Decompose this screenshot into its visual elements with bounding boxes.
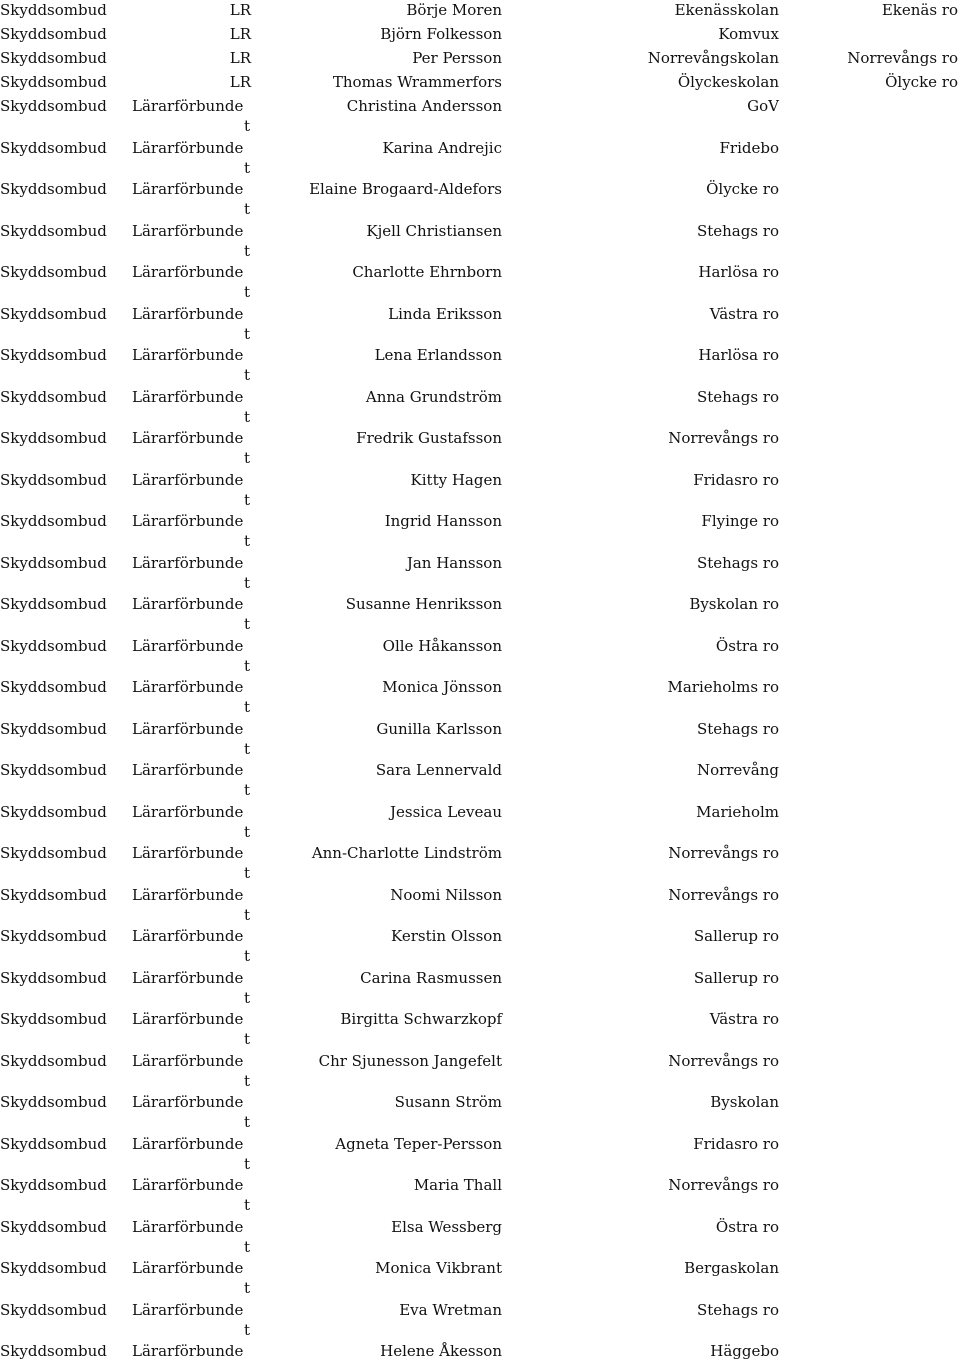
- name-cell: Monica Jönsson: [382, 678, 502, 696]
- organization-wrap-text: t: [244, 1196, 251, 1214]
- role-cell: Skyddsombud: [0, 885, 107, 904]
- name-cell: Per Persson: [412, 49, 502, 67]
- school-cell: Sallerup ro: [693, 968, 779, 987]
- school-cell: Fridasro ro: [693, 1134, 779, 1153]
- organization-cell: Lärarförbunde: [132, 1010, 244, 1028]
- organization-wrap-text: t: [244, 573, 251, 592]
- school-cell: Norrevångs ro: [668, 844, 779, 862]
- organization-wrap-text: t: [244, 988, 251, 1007]
- school-cell: Sallerup ro: [693, 927, 779, 945]
- school-cell: Byskolan: [710, 1093, 779, 1111]
- organization-cell: Lärarförbunde: [132, 968, 244, 987]
- organization-cell: Lärarförbunde: [132, 263, 244, 281]
- school-cell: Västra ro: [709, 1010, 779, 1028]
- name-cell: Olle Håkansson: [382, 636, 502, 655]
- table-row: [0, 304, 960, 343]
- role-cell: Skyddsombud: [0, 1176, 107, 1194]
- name-cell: Carina Rasmussen: [360, 968, 502, 987]
- organization-wrap-text: t: [244, 241, 251, 260]
- organization-cell: LR: [229, 73, 251, 91]
- organization-cell: Lärarförbunde: [132, 1176, 244, 1194]
- school-cell: Stehags ro: [696, 387, 779, 406]
- name-cell: Björn Folkesson: [380, 25, 502, 43]
- organization-cell: Lärarförbunde: [132, 1300, 244, 1319]
- organization-cell: Lärarförbunde: [132, 138, 244, 157]
- role-cell: Skyddsombud: [0, 636, 107, 655]
- table-row: [0, 138, 960, 177]
- school-cell: Stehags ro: [696, 719, 779, 738]
- table-row: [0, 262, 960, 301]
- name-cell: Elaine Brogaard-Aldefors: [309, 180, 502, 198]
- name-cell: Maria Thall: [413, 1176, 502, 1194]
- table-row: [0, 1258, 960, 1297]
- organization-cell: LR: [229, 1, 251, 19]
- role-cell: Skyddsombud: [0, 1259, 107, 1277]
- name-cell: Monica Vikbrant: [375, 1259, 502, 1277]
- organization-wrap-text: t: [244, 158, 251, 177]
- name-cell: Eva Wretman: [399, 1300, 502, 1319]
- organization-cell: Lärarförbunde: [132, 1093, 244, 1111]
- table-row: [0, 594, 960, 633]
- organization-wrap-text: t: [244, 1320, 251, 1339]
- table-row: [0, 719, 960, 758]
- name-cell: Birgitta Schwarzkopf: [340, 1010, 502, 1028]
- school-cell: Fridasro ro: [693, 470, 779, 489]
- role-cell: Skyddsombud: [0, 263, 107, 281]
- organization-cell: Lärarförbunde: [132, 1134, 244, 1153]
- organization-cell: Lärarförbunde: [132, 678, 244, 696]
- table-row: [0, 1217, 960, 1256]
- organization-wrap-text: t: [244, 656, 251, 675]
- organization-wrap-text: t: [244, 1154, 251, 1173]
- organization-wrap-text: t: [244, 1279, 251, 1297]
- organization-cell: Lärarförbunde: [132, 304, 244, 323]
- name-cell: Börje Moren: [406, 1, 502, 19]
- school-cell: Stehags ro: [696, 221, 779, 240]
- organization-cell: Lärarförbunde: [132, 595, 244, 613]
- school-cell: Harlösa ro: [698, 346, 779, 364]
- table-row: [0, 221, 960, 260]
- table-row: [0, 428, 960, 467]
- organization-cell: LR: [229, 25, 251, 43]
- table-row: [0, 802, 960, 841]
- name-cell: Jessica Leveau: [390, 802, 502, 821]
- organization-wrap-text: t: [244, 117, 251, 135]
- role-cell: Skyddsombud: [0, 719, 107, 738]
- name-cell: Jan Hansson: [406, 553, 502, 572]
- role-cell: Skyddsombud: [0, 346, 107, 364]
- organization-cell: Lärarförbunde: [132, 180, 244, 198]
- table-row: [0, 843, 960, 882]
- school-cell: Östra ro: [715, 636, 779, 655]
- school-cell: Norrevångs ro: [668, 429, 779, 447]
- school-cell: Stehags ro: [696, 1300, 779, 1319]
- organization-wrap-text: t: [244, 1030, 251, 1048]
- table-row: [0, 24, 960, 48]
- organization-cell: Lärarförbunde: [132, 1051, 244, 1070]
- organization-cell: Lärarförbunde: [132, 553, 244, 572]
- organization-wrap-text: t: [244, 449, 251, 467]
- school-cell: Fridebo: [719, 138, 779, 157]
- organization-cell: Lärarförbunde: [132, 719, 244, 738]
- school-cell: Harlösa ro: [698, 263, 779, 281]
- organization-cell: Lärarförbunde: [132, 429, 244, 447]
- unit-cell: Ekenäs ro: [881, 1, 958, 19]
- role-cell: Skyddsombud: [0, 304, 107, 323]
- name-cell: Sara Lennervald: [375, 761, 502, 779]
- role-cell: Skyddsombud: [0, 1010, 107, 1028]
- table-row: [0, 760, 960, 799]
- organization-wrap-text: t: [244, 615, 251, 633]
- organization-cell: Lärarförbunde: [132, 512, 244, 530]
- table-row: [0, 1134, 960, 1173]
- organization-cell: Lärarförbunde: [132, 346, 244, 364]
- role-cell: Skyddsombud: [0, 138, 107, 157]
- organization-wrap-text: t: [244, 1071, 251, 1090]
- school-cell: Östra ro: [715, 1217, 779, 1236]
- name-cell: Lena Erlandsson: [374, 346, 502, 364]
- role-cell: Skyddsombud: [0, 927, 107, 945]
- organization-wrap-text: t: [244, 407, 251, 426]
- table-row: [0, 1051, 960, 1090]
- name-cell: Karina Andrejic: [382, 138, 502, 157]
- school-cell: Ölyckeskolan: [677, 73, 779, 91]
- school-cell: Komvux: [718, 25, 779, 43]
- organization-wrap-text: t: [244, 947, 251, 965]
- name-cell: Noomi Nilsson: [390, 885, 502, 904]
- school-cell: Byskolan ro: [689, 595, 779, 613]
- table-row: [0, 553, 960, 592]
- role-cell: Skyddsombud: [0, 180, 107, 198]
- school-cell: Bergaskolan: [684, 1259, 779, 1277]
- organization-cell: Lärarförbunde: [132, 221, 244, 240]
- school-cell: Marieholms ro: [667, 678, 779, 696]
- organization-wrap-text: t: [244, 490, 251, 509]
- name-cell: Kerstin Olsson: [391, 927, 502, 945]
- name-cell: Fredrik Gustafsson: [356, 429, 502, 447]
- organization-wrap-text: t: [244, 366, 251, 384]
- organization-wrap-text: t: [244, 864, 251, 882]
- table-row: [0, 387, 960, 426]
- table-row: [0, 345, 960, 384]
- organization-cell: Lärarförbunde: [132, 885, 244, 904]
- table-row: [0, 885, 960, 924]
- organization-wrap-text: t: [244, 1113, 251, 1131]
- name-cell: Charlotte Ehrnborn: [352, 263, 502, 281]
- organization-cell: LR: [229, 49, 251, 67]
- role-cell: Skyddsombud: [0, 25, 107, 43]
- name-cell: Christina Andersson: [346, 97, 502, 115]
- organization-cell: Lärarförbunde: [132, 636, 244, 655]
- table-row: [0, 968, 960, 1007]
- unit-cell: Norrevångs ro: [847, 49, 958, 67]
- organization-wrap-text: t: [244, 739, 251, 758]
- school-cell: Norrevångs ro: [668, 1176, 779, 1194]
- organization-wrap-text: t: [244, 532, 251, 550]
- role-cell: Skyddsombud: [0, 844, 107, 862]
- organization-cell: Lärarförbunde: [132, 470, 244, 489]
- role-cell: Skyddsombud: [0, 802, 107, 821]
- role-cell: Skyddsombud: [0, 512, 107, 530]
- role-cell: Skyddsombud: [0, 1051, 107, 1070]
- role-cell: Skyddsombud: [0, 221, 107, 240]
- table-row: [0, 1175, 960, 1214]
- school-cell: Flyinge ro: [701, 512, 779, 530]
- role-cell: Skyddsombud: [0, 678, 107, 696]
- school-cell: Norrevångs ro: [668, 885, 779, 904]
- role-cell: Skyddsombud: [0, 761, 107, 779]
- school-cell: Marieholm: [696, 802, 779, 821]
- organization-cell: Lärarförbunde: [132, 97, 244, 115]
- organization-wrap-text: t: [244, 1237, 251, 1256]
- organization-cell: Lärarförbunde: [132, 927, 244, 945]
- organization-wrap-text: t: [244, 781, 251, 799]
- organization-cell: Lärarförbunde: [132, 844, 244, 862]
- role-cell: Skyddsombud: [0, 1134, 107, 1153]
- school-cell: Västra ro: [709, 304, 779, 323]
- role-cell: Skyddsombud: [0, 595, 107, 613]
- school-cell: Norrevångs ro: [668, 1051, 779, 1070]
- name-cell: Kitty Hagen: [410, 470, 502, 489]
- table-row: [0, 470, 960, 509]
- organization-wrap-text: t: [244, 698, 251, 716]
- role-cell: Skyddsombud: [0, 429, 107, 447]
- name-cell: Ann-Charlotte Lindström: [311, 844, 502, 862]
- table-row: [0, 1009, 960, 1048]
- table-row: [0, 72, 960, 96]
- school-cell: GoV: [747, 97, 779, 115]
- role-cell: Skyddsombud: [0, 1093, 107, 1111]
- role-cell: Skyddsombud: [0, 49, 107, 67]
- organization-wrap-text: t: [244, 200, 251, 218]
- name-cell: Thomas Wrammerfors: [332, 73, 502, 91]
- organization-cell: Lärarförbunde: [132, 1259, 244, 1277]
- role-cell: Skyddsombud: [0, 1, 107, 19]
- school-cell: Norrevångskolan: [647, 49, 779, 67]
- school-cell: Ölycke ro: [706, 180, 779, 198]
- organization-cell: Lärarförbunde: [132, 802, 244, 821]
- school-cell: Stehags ro: [696, 553, 779, 572]
- school-cell: Norrevång: [696, 761, 779, 779]
- name-cell: Agneta Teper-Persson: [335, 1134, 502, 1153]
- name-cell: Kjell Christiansen: [366, 221, 502, 240]
- name-cell: Susann Ström: [394, 1093, 502, 1111]
- table-row: [0, 179, 960, 218]
- name-cell: Elsa Wessberg: [391, 1217, 502, 1236]
- role-cell: Skyddsombud: [0, 387, 107, 406]
- table-row: [0, 48, 960, 72]
- organization-cell: Lärarförbunde: [132, 1217, 244, 1236]
- table-row: [0, 1300, 960, 1339]
- school-cell: Ekenässkolan: [674, 1, 779, 19]
- name-cell: Ingrid Hansson: [384, 512, 502, 530]
- table-row: [0, 1092, 960, 1131]
- role-cell: Skyddsombud: [0, 1342, 107, 1360]
- table-row: [0, 96, 960, 135]
- role-cell: Skyddsombud: [0, 968, 107, 987]
- table-row: [0, 926, 960, 965]
- role-cell: Skyddsombud: [0, 1217, 107, 1236]
- role-cell: Skyddsombud: [0, 97, 107, 115]
- name-cell: Helene Åkesson: [380, 1342, 502, 1360]
- table-row: [0, 636, 960, 675]
- organization-cell: Lärarförbunde: [132, 387, 244, 406]
- organization-cell: Lärarförbunde: [132, 1342, 244, 1360]
- name-cell: Anna Grundström: [365, 387, 502, 406]
- role-cell: Skyddsombud: [0, 470, 107, 489]
- name-cell: Susanne Henriksson: [345, 595, 502, 613]
- role-cell: Skyddsombud: [0, 553, 107, 572]
- name-cell: Chr Sjunesson Jangefelt: [318, 1051, 502, 1070]
- name-cell: Gunilla Karlsson: [376, 719, 502, 738]
- role-cell: Skyddsombud: [0, 1300, 107, 1319]
- organization-wrap-text: t: [244, 905, 251, 924]
- organization-wrap-text: t: [244, 822, 251, 841]
- table-row: [0, 1341, 960, 1365]
- table-row: [0, 511, 960, 550]
- table-row: [0, 0, 960, 24]
- organization-wrap-text: t: [244, 324, 251, 343]
- school-cell: Häggebo: [710, 1342, 779, 1360]
- unit-cell: Ölycke ro: [885, 73, 958, 91]
- organization-wrap-text: t: [244, 283, 251, 301]
- name-cell: Linda Eriksson: [388, 304, 502, 323]
- table-row: [0, 677, 960, 716]
- role-cell: Skyddsombud: [0, 73, 107, 91]
- organization-cell: Lärarförbunde: [132, 761, 244, 779]
